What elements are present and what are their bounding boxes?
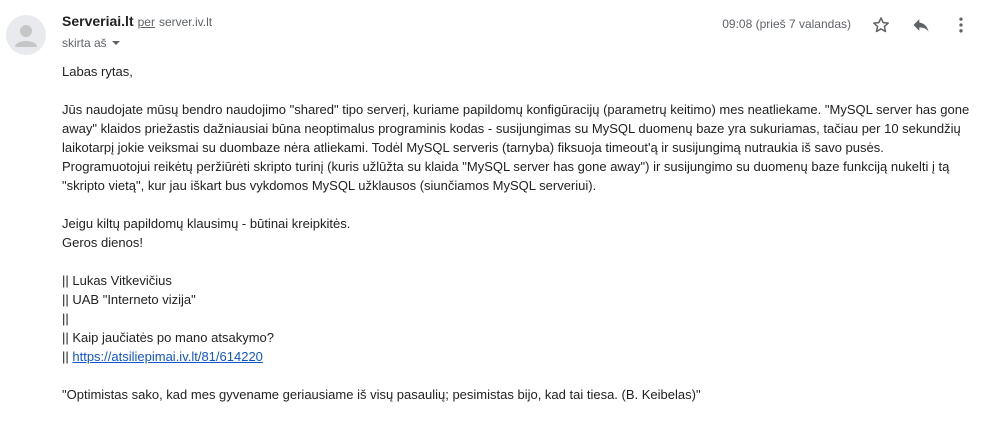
body-line: away" klaidos priežastis dažniausiai būna neoptimalus programinis kodas - susijungimas su MySQL duomenų baze yra sukuriamas, tačiau per 10 sekundžių <box>62 121 961 136</box>
closing-line: Jeigu kiltų papildomų klausimų - būtinai kreipkitės. <box>62 216 351 231</box>
person-icon <box>6 15 46 55</box>
caret-down-icon <box>112 41 120 45</box>
greeting: Labas rytas, <box>62 64 133 79</box>
feedback-link[interactable]: https://atsiliepimai.iv.lt/81/614220 <box>72 349 263 364</box>
recipient-details-toggle[interactable] <box>62 36 120 50</box>
closing-line: Geros dienos! <box>62 235 143 250</box>
message-body <box>62 62 977 404</box>
signature-link-line <box>62 347 977 366</box>
sender-name[interactable]: Serveriai.lt <box>62 13 134 29</box>
more-vert-icon <box>951 15 971 35</box>
message-timestamp: 09:08 (prieš 7 valandas) <box>722 17 851 31</box>
signature-line: || <box>62 311 69 326</box>
signature-line: || Kaip jaučiatės po mano atsakymo? <box>62 330 274 345</box>
star-icon <box>871 15 891 35</box>
reply-icon <box>911 15 931 35</box>
signature-link-prefix: || <box>62 349 73 364</box>
body-line: Programuotojui reikėtų peržiūrėti skripto turinį (kuris užlūžta su klaida "MySQL server has gone away") ir susijungimo su duomenų baze funkciją nukelti į tą <box>62 159 950 174</box>
sender-line <box>62 13 212 33</box>
recipient-label: skirta aš <box>62 36 107 50</box>
signature-line: || UAB "Interneto vizija" <box>62 292 196 307</box>
via-domain: server.iv.lt <box>158 15 213 29</box>
body-line: "skripto vietą", kur jau iškart bus vykdomos MySQL užklausos (siunčiamos MySQL serveriui). <box>62 178 597 193</box>
body-line: laikotarpį jokie veiksmai su duombaze nėra atliekami. Todėl MySQL serveris (tarnyba) fiksuoja timeout'ą ir susijungimą nutraukia iš savo pusės. <box>62 140 884 155</box>
reply-button[interactable] <box>906 10 936 40</box>
signature-line: || Lukas Vitkevičius <box>62 273 172 288</box>
star-button[interactable] <box>866 10 896 40</box>
quote: "Optimistas sako, kad mes gyvename geriausiame iš visų pasaulių; pesimistas bijo, kad tai tiesa. (B. Keibelas)" <box>62 387 701 402</box>
sender-avatar[interactable] <box>6 15 46 55</box>
body-line: Jūs naudojate mūsų bendro naudojimo "shared" tipo serverį, kuriame papildomų konfigūracijų (parametrų keitimo) mes neatliekame. "MySQL server has gone <box>62 102 970 117</box>
more-options-button[interactable] <box>946 10 976 40</box>
via-label[interactable]: per <box>137 15 155 29</box>
